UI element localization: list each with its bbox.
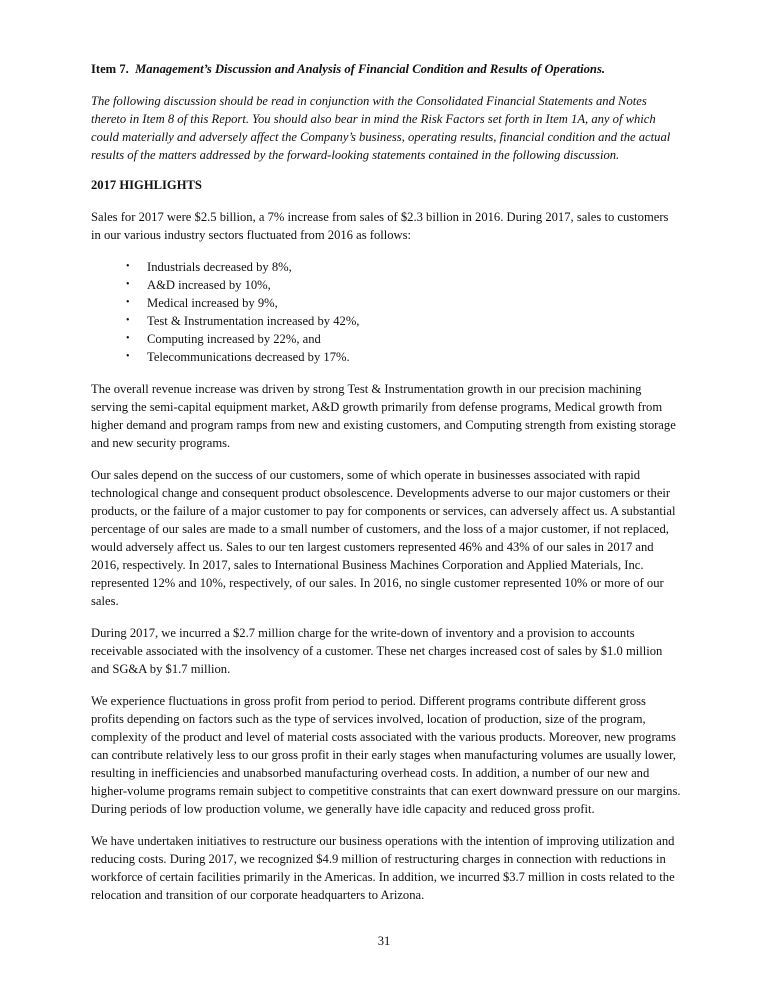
bullet-icon: • — [126, 261, 130, 272]
bullet-icon: • — [126, 351, 130, 362]
list-item-text: Test & Instrumentation increased by 42%, — [147, 314, 360, 328]
sector-bullet-list — [91, 258, 681, 366]
list-item — [91, 276, 681, 294]
bullet-icon: • — [126, 279, 130, 290]
bullet-icon: • — [126, 333, 130, 344]
list-item-text: Medical increased by 9%, — [147, 296, 278, 310]
list-item-text: Computing increased by 22%, and — [147, 332, 321, 346]
restructuring-paragraph: We have undertaken initiatives to restructure our business operations with the intention of improving utilization and reducing costs. During 2017, we recognized $4.9 million of restructuring charges in connection with reductions in workforce of certain facilities primarily in the Americas. In addition, we incurred $3.7 million in costs related to the relocation and transition of our corporate headquarters to Arizona. — [91, 834, 675, 902]
section-title: 2017 HIGHLIGHTS — [91, 178, 202, 192]
list-item-text: A&D increased by 10%, — [147, 278, 271, 292]
revenue-increase-paragraph: The overall revenue increase was driven by strong Test & Instrumentation growth in our precision machining serving the semi-capital equipment market, A&D growth primarily from defense programs, Medical growth from higher demand and program ramps from new and existing customers, and Computing strength from existing storage and new security programs. — [91, 382, 676, 450]
list-item-text: Telecommunications decreased by 17%. — [147, 350, 350, 364]
bullet-icon: • — [126, 315, 130, 326]
list-item — [91, 312, 681, 330]
sales-paragraph: Sales for 2017 were $2.5 billion, a 7% increase from sales of $2.3 billion in 2016. During 2017, sales to customers in our various industry sectors fluctuated from 2016 as follows: — [91, 210, 669, 242]
gross-profit-paragraph: We experience fluctuations in gross profit from period to period. Different programs contribute different gross profits depending on factors such as the type of services involved, location of production, size of the program, complexity of the product and level of material costs associated with the various products. Moreover, new programs can contribute relatively less to our gross profit in their early stages when manufacturing volumes are usually lower, resulting in inefficiencies and unabsorbed manufacturing overhead costs. In addition, a number of our new and higher-volume programs remain subject to competitive constraints that can exert downward pressure on our margins. During periods of low production volume, we generally have idle capacity and reduced gross profit. — [91, 694, 681, 816]
intro-paragraph: The following discussion should be read in conjunction with the Consolidated Financial Statements and Notes thereto in Item 8 of this Report. You should also bear in mind the Risk Factors set forth in Item 1A, any of which could materially and adversely affect the Company’s business, operating results, financial condition and the actual results of the matters addressed by the forward-looking statements contained in the following discussion. — [91, 94, 671, 162]
list-item — [91, 348, 681, 366]
document-page — [91, 60, 681, 904]
item-heading — [91, 60, 681, 78]
item-title: Management’s Discussion and Analysis of Financial Condition and Results of Operations. — [135, 62, 605, 76]
page-number: 31 — [377, 934, 391, 948]
customer-dependence-paragraph: Our sales depend on the success of our customers, some of which operate in businesses associated with rapid technological change and consequent product obsolescence. Developments adverse to our major customers or their products, or the failure of a major customer to pay for components or services, can adversely affect us. A substantial percentage of our sales are made to a small number of customers, and the loss of a major customer, if not replaced, would adversely affect us. Sales to our ten largest customers represented 46% and 43% of our sales in 2017 and 2016, respectively. In 2017, sales to International Business Machines Corporation and Applied Materials, Inc. represented 12% and 10%, respectively, of our sales. In 2016, no single customer represented 10% or more of our sales. — [91, 468, 676, 608]
list-item — [91, 258, 681, 276]
list-item — [91, 294, 681, 312]
bullet-icon: • — [126, 297, 130, 308]
list-item-text: Industrials decreased by 8%, — [147, 260, 292, 274]
list-item — [91, 330, 681, 348]
item-number: Item 7. — [91, 62, 129, 76]
inventory-charge-paragraph: During 2017, we incurred a $2.7 million charge for the write-down of inventory and a provision to accounts receivable associated with the insolvency of a customer. These net charges increased cost of sales by $1.0 million and SG&A by $1.7 million. — [91, 626, 663, 676]
